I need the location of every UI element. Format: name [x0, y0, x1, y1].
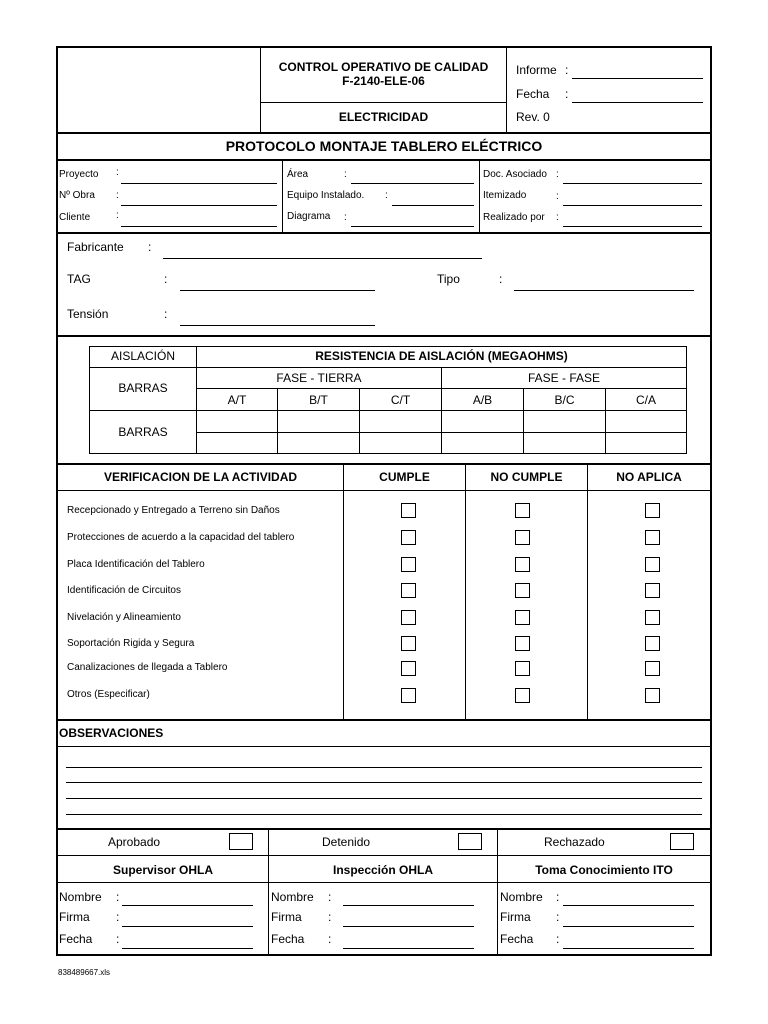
colon: :	[148, 240, 152, 254]
detenido-label: Detenido	[322, 835, 371, 849]
no-cumple-checkbox[interactable]	[515, 661, 530, 676]
cumple-checkbox[interactable]	[401, 636, 416, 651]
cliente-field[interactable]	[121, 226, 277, 227]
no-aplica-checkbox[interactable]	[645, 530, 660, 545]
colon: :	[556, 191, 559, 202]
area-label: Área	[287, 169, 309, 180]
no-aplica-checkbox[interactable]	[645, 688, 660, 703]
rechazado-label: Rechazado	[544, 835, 605, 849]
ito-title: Toma Conocimiento ITO	[535, 863, 673, 877]
colon: :	[328, 890, 332, 904]
tag-label: TAG	[67, 272, 91, 286]
fecha-label: Fecha	[500, 932, 534, 946]
colon: :	[556, 890, 560, 904]
colon: :	[116, 932, 120, 946]
firma-field[interactable]	[563, 926, 694, 927]
col-bc: B/C	[554, 393, 575, 407]
obra-field[interactable]	[121, 205, 277, 206]
colon: :	[116, 910, 120, 924]
cumple-checkbox[interactable]	[401, 661, 416, 676]
barras-row-label: BARRAS	[118, 425, 168, 439]
colon: :	[164, 307, 168, 321]
tension-field[interactable]	[180, 325, 375, 326]
colon: :	[556, 169, 559, 180]
colon: :	[556, 910, 560, 924]
colon: :	[385, 190, 388, 201]
itemizado-field[interactable]	[563, 205, 702, 206]
cumple-checkbox[interactable]	[401, 530, 416, 545]
verification-title: VERIFICACION DE LA ACTIVIDAD	[103, 470, 298, 484]
cumple-header: CUMPLE	[379, 470, 430, 484]
tag-field[interactable]	[180, 290, 375, 291]
fecha-field[interactable]	[343, 948, 474, 949]
diagrama-field[interactable]	[351, 226, 474, 227]
colon: :	[556, 212, 559, 223]
firma-label: Firma	[59, 910, 90, 924]
rechazado-checkbox[interactable]	[670, 833, 694, 850]
fase-fase-header: FASE - FASE	[527, 371, 601, 385]
equipo-field[interactable]	[392, 205, 474, 206]
informe-colon: :	[565, 63, 569, 77]
item-label: Canalizaciones de llegada a Tablero	[67, 662, 228, 673]
supervisor-title: Supervisor OHLA	[112, 863, 214, 877]
doc-asociado-field[interactable]	[563, 183, 702, 184]
equipo-label: Equipo Instalado.	[287, 190, 365, 201]
item-label: Soportación Rigida y Segura	[67, 638, 195, 649]
nombre-label: Nombre	[271, 890, 314, 904]
logo-area	[58, 48, 260, 132]
colon: :	[328, 910, 332, 924]
colon: :	[499, 272, 503, 286]
no-aplica-checkbox[interactable]	[645, 557, 660, 572]
no-cumple-checkbox[interactable]	[515, 636, 530, 651]
fecha-colon: :	[565, 87, 569, 101]
colon: :	[344, 212, 347, 223]
aislacion-header: AISLACIÓN	[110, 349, 176, 363]
fecha-field[interactable]	[572, 102, 703, 103]
nombre-label: Nombre	[59, 890, 102, 904]
colon: :	[116, 167, 119, 178]
no-cumple-checkbox[interactable]	[515, 583, 530, 598]
firma-field[interactable]	[122, 926, 253, 927]
realizado-label: Realizado por	[483, 212, 545, 223]
realizado-field[interactable]	[563, 226, 702, 227]
proyecto-label: Proyecto	[59, 169, 99, 180]
colon: :	[116, 890, 120, 904]
no-aplica-checkbox[interactable]	[645, 636, 660, 651]
item-label: Identificación de Circuitos	[67, 585, 181, 596]
no-aplica-checkbox[interactable]	[645, 503, 660, 518]
aprobado-label: Aprobado	[108, 835, 161, 849]
col-bt: B/T	[309, 393, 328, 407]
form-code: F-2140-ELE-06	[342, 74, 425, 88]
item-label: Otros (Especificar)	[67, 689, 150, 700]
fabricante-field[interactable]	[163, 258, 482, 259]
col-ct: C/T	[390, 393, 411, 407]
nombre-field[interactable]	[343, 905, 474, 906]
tipo-field[interactable]	[514, 290, 694, 291]
fabricante-label: Fabricante	[67, 240, 124, 254]
cliente-label: Cliente	[59, 212, 91, 223]
file-name: 838489667.xls	[58, 968, 111, 977]
fecha-field[interactable]	[122, 948, 253, 949]
inspeccion-title: Inspección OHLA	[332, 863, 433, 877]
no-cumple-header: NO CUMPLE	[490, 470, 563, 484]
fecha-label: Fecha	[516, 87, 550, 101]
tipo-label: Tipo	[437, 272, 460, 286]
itemizado-label: Itemizado	[483, 190, 527, 201]
cumple-checkbox[interactable]	[401, 557, 416, 572]
barras-row-label: BARRAS	[118, 381, 168, 395]
aprobado-checkbox[interactable]	[229, 833, 253, 850]
area-field[interactable]	[351, 183, 474, 184]
fecha-label: Fecha	[271, 932, 305, 946]
revision-label: Rev. 0	[516, 110, 550, 124]
firma-label: Firma	[271, 910, 302, 924]
no-cumple-checkbox[interactable]	[515, 503, 530, 518]
colon: :	[344, 169, 347, 180]
proyecto-field[interactable]	[121, 183, 277, 184]
fecha-label: Fecha	[59, 932, 93, 946]
col-ca: C/A	[635, 393, 656, 407]
col-at: A/T	[227, 393, 247, 407]
colon: :	[556, 932, 560, 946]
item-label: Recepcionado y Entregado a Terreno sin Daños	[67, 505, 280, 516]
no-cumple-checkbox[interactable]	[515, 557, 530, 572]
fecha-field[interactable]	[563, 948, 694, 949]
doc-asociado-label: Doc. Asociado	[483, 169, 547, 180]
diagrama-label: Diagrama	[287, 211, 331, 222]
tension-label: Tensión	[67, 307, 109, 321]
firma-label: Firma	[500, 910, 531, 924]
form-title: CONTROL OPERATIVO DE CALIDAD	[278, 60, 489, 74]
colon: :	[164, 272, 168, 286]
no-cumple-checkbox[interactable]	[515, 610, 530, 625]
informe-label: Informe	[516, 63, 557, 77]
discipline-label: ELECTRICIDAD	[338, 110, 429, 124]
col-ab: A/B	[472, 393, 493, 407]
protocol-title: PROTOCOLO MONTAJE TABLERO ELÉCTRICO	[225, 138, 543, 154]
no-aplica-checkbox[interactable]	[645, 661, 660, 676]
item-label: Protecciones de acuerdo a la capacidad del tablero	[67, 532, 295, 543]
informe-field[interactable]	[572, 78, 703, 79]
no-aplica-checkbox[interactable]	[645, 610, 660, 625]
no-aplica-header: NO APLICA	[616, 470, 682, 484]
cumple-checkbox[interactable]	[401, 503, 416, 518]
colon: :	[116, 210, 119, 221]
colon: :	[328, 932, 332, 946]
nombre-field[interactable]	[563, 905, 694, 906]
resistencia-header: RESISTENCIA DE AISLACIÓN (MEGAOHMS)	[315, 349, 568, 363]
obra-label: Nº Obra	[59, 190, 95, 201]
colon: :	[116, 190, 119, 201]
no-aplica-checkbox[interactable]	[645, 583, 660, 598]
no-cumple-checkbox[interactable]	[515, 530, 530, 545]
firma-field[interactable]	[343, 926, 474, 927]
cumple-checkbox[interactable]	[401, 610, 416, 625]
cumple-checkbox[interactable]	[401, 688, 416, 703]
cumple-checkbox[interactable]	[401, 583, 416, 598]
observaciones-title: OBSERVACIONES	[59, 726, 164, 740]
no-cumple-checkbox[interactable]	[515, 688, 530, 703]
item-label: Placa Identificación del Tablero	[67, 559, 205, 570]
fase-tierra-header: FASE - TIERRA	[276, 371, 362, 385]
item-label: Nivelación y Alineamiento	[67, 612, 181, 623]
detenido-checkbox[interactable]	[458, 833, 482, 850]
nombre-field[interactable]	[122, 905, 253, 906]
nombre-label: Nombre	[500, 890, 543, 904]
